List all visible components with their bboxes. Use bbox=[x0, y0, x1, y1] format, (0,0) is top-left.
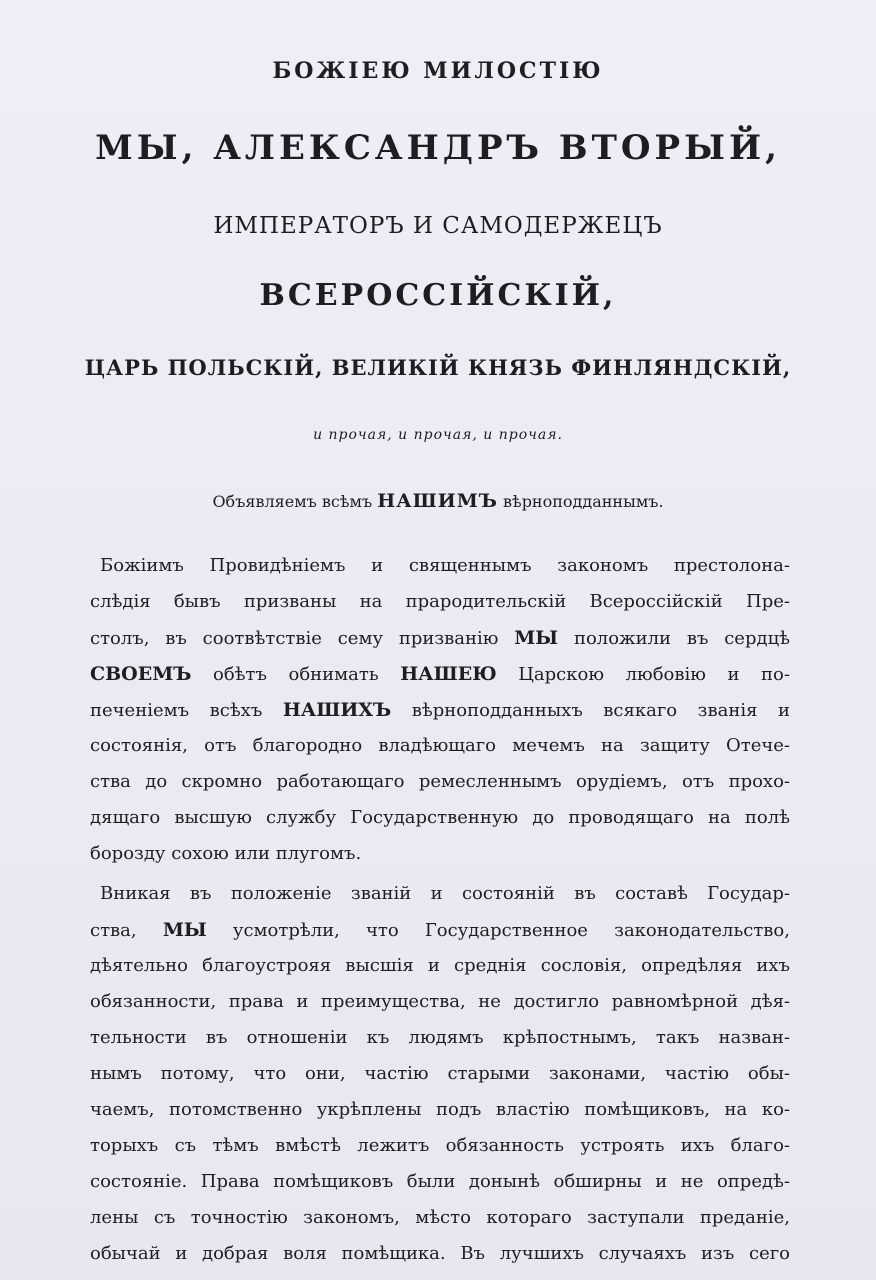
text-line: дящаго высшую службу Государственную до проводящаго на полѣ bbox=[90, 807, 790, 828]
text-run-bold: МЫ bbox=[162, 919, 207, 941]
text-line: Вникая въ положеніе званій и состояній въ составѣ Государ- bbox=[100, 883, 790, 904]
text-line: борозду сохою или плугомъ. bbox=[90, 843, 362, 864]
text-line: дѣятельно благоустрояя высшія и среднія сословія, опредѣляя ихъ bbox=[90, 955, 790, 976]
header-all-russian: ВСЕРОССІЙСКІЙ, bbox=[259, 278, 617, 313]
text-line: торыхъ съ тѣмъ вмѣстѣ лежитъ обязанность устроять ихъ благо- bbox=[90, 1135, 790, 1156]
text-run: вѣрноподданныхъ всякаго званія и bbox=[411, 700, 790, 721]
text-run-bold: СВОЕМЪ bbox=[90, 663, 192, 685]
header-tsar-titles: ЦАРЬ ПОЛЬСКІЙ, ВЕЛИКІЙ КНЯЗЬ ФИНЛЯНДСКІЙ, bbox=[84, 355, 792, 380]
text-line: состоянія, отъ благородно владѣющаго мечемъ на защиту Отече- bbox=[90, 735, 790, 756]
address-bold: НАШИМЪ bbox=[377, 490, 498, 512]
address-line bbox=[0, 490, 876, 512]
header-by-grace: БОЖІЕЮ МИЛОСТІЮ bbox=[272, 58, 604, 84]
paragraph-1 bbox=[90, 548, 790, 872]
text-line: ства до скромно работающаго ремесленнымъ орудіемъ, отъ прохо- bbox=[90, 771, 790, 792]
paragraph-2 bbox=[90, 876, 790, 1272]
text-line: слѣдія бывъ призваны на прародительскій Всероссійскій Пре- bbox=[90, 591, 790, 612]
text-line: чаемъ, потомственно укрѣплены подъ властію помѣщиковъ, на ко- bbox=[90, 1099, 790, 1120]
text-run: Царскою любовію и по- bbox=[518, 664, 790, 685]
text-run: столъ, въ соотвѣтствіе сему призванію bbox=[90, 628, 499, 649]
text-run-bold: МЫ bbox=[514, 627, 559, 649]
text-line: нымъ потому, что они, частію старыми законами, частію обы- bbox=[90, 1063, 790, 1084]
text-run-bold: НАШЕЮ bbox=[400, 663, 497, 685]
header-etc: и прочая, и прочая, и прочая. bbox=[313, 427, 563, 443]
text-line: обычай и добрая воля помѣщика. Въ лучшихъ случаяхъ изъ сего bbox=[90, 1243, 790, 1264]
text-line: Божіимъ Провидѣніемъ и священнымъ закономъ престолона- bbox=[100, 555, 790, 576]
text-line bbox=[90, 692, 790, 728]
text-run-bold: НАШИХЪ bbox=[282, 699, 392, 721]
address-pre: Объявляемъ всѣмъ bbox=[212, 492, 373, 511]
text-line bbox=[90, 912, 790, 948]
text-run: печеніемъ всѣхъ bbox=[90, 700, 263, 721]
text-run: усмотрѣли, что Государственное законодательство, bbox=[232, 920, 790, 941]
header-emperor-name: МЫ, АЛЕКСАНДРЪ ВТОРЫЙ, bbox=[95, 128, 781, 168]
text-line: тельности въ отношеніи къ людямъ крѣпостнымъ, такъ назван- bbox=[90, 1027, 790, 1048]
text-line: состояніе. Права помѣщиковъ были донынѣ обширны и не опредѣ- bbox=[90, 1171, 790, 1192]
header-emperor-title: ИМПЕРАТОРЪ И САМОДЕРЖЕЦЪ bbox=[213, 213, 663, 239]
text-run: ства, bbox=[90, 920, 137, 941]
address-post: вѣрноподданнымъ. bbox=[503, 492, 664, 511]
text-run: обѣтъ обнимать bbox=[212, 664, 379, 685]
text-line: лены съ точностію закономъ, мѣсто котораго заступали преданіе, bbox=[90, 1207, 790, 1228]
text-line: обязанности, права и преимущества, не достигло равномѣрной дѣя- bbox=[90, 991, 790, 1012]
text-line bbox=[90, 656, 790, 692]
text-line bbox=[90, 620, 790, 656]
text-run: положили въ сердцѣ bbox=[573, 628, 790, 649]
